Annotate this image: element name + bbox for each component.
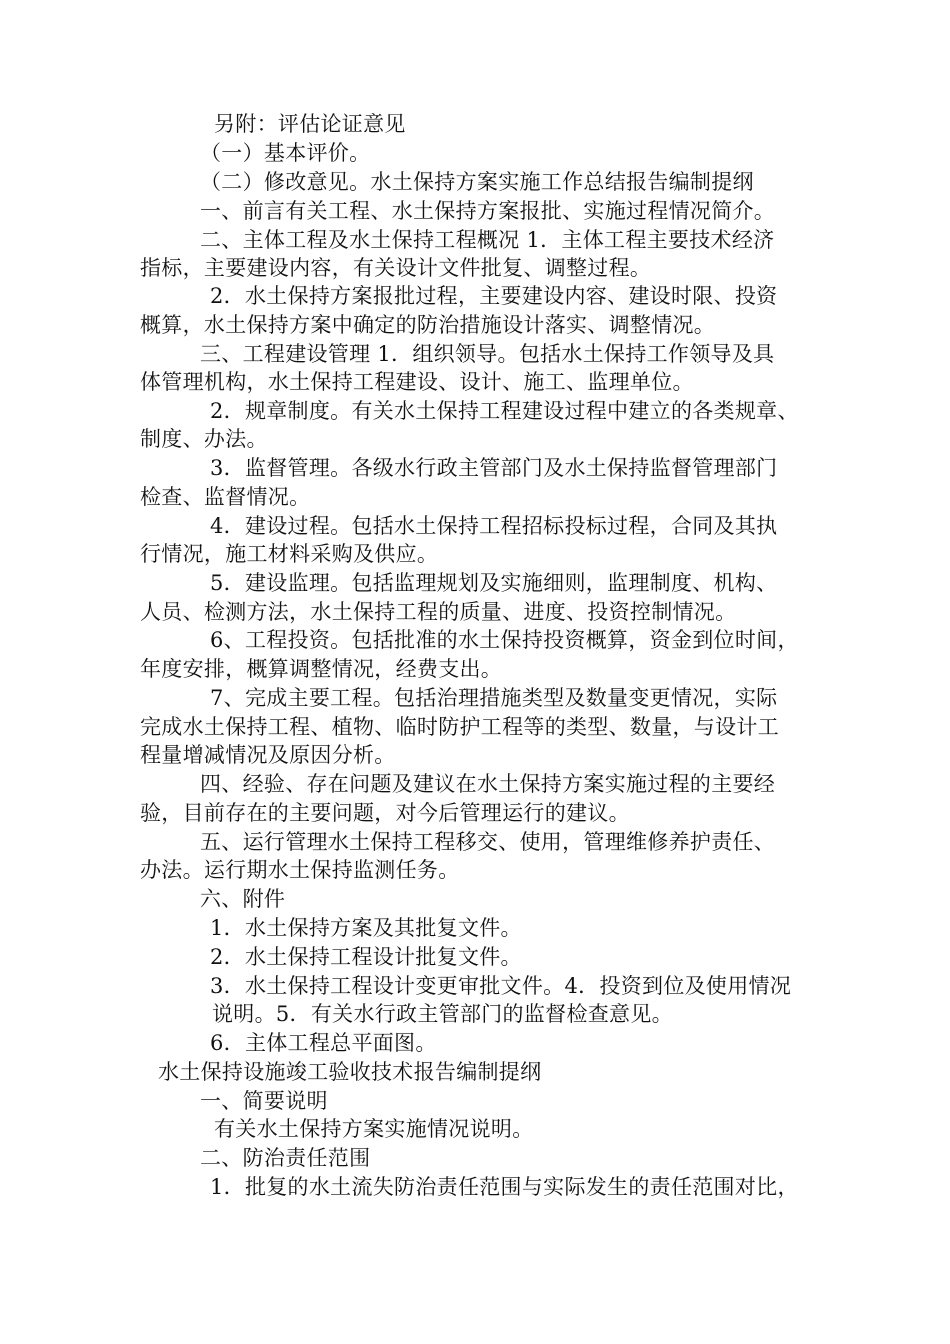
- doc-line: 6、工程投资。包括批准的水土保持投资概算，资金到位时间，: [210, 628, 799, 652]
- doc-line: 二、主体工程及水土保持工程概况 1．主体工程主要技术经济: [200, 228, 775, 252]
- doc-line: 人员、检测方法，水土保持工程的质量、进度、投资控制情况。: [140, 600, 737, 624]
- doc-line: 检查、监督情况。: [140, 485, 311, 509]
- doc-line: 1．批复的水土流失防治责任范围与实际发生的责任范围对比，: [210, 1175, 799, 1199]
- doc-line: 2．水土保持工程设计批复文件。: [210, 945, 522, 969]
- doc-line: （一）基本评价。: [200, 141, 371, 165]
- doc-line: 行情况，施工材料采购及供应。: [140, 542, 439, 566]
- doc-line: 3．监督管理。各级水行政主管部门及水土保持监督管理部门: [210, 456, 778, 480]
- doc-line: 二、防治责任范围: [200, 1146, 371, 1170]
- doc-line: 程量增减情况及原因分析。: [140, 743, 396, 767]
- doc-line: 验，目前存在的主要问题，对今后管理运行的建议。: [140, 801, 630, 825]
- doc-line: 完成水土保持工程、植物、临时防护工程等的类型、数量，与设计工: [140, 715, 779, 739]
- doc-line: 另附：评估论证意见: [214, 112, 406, 136]
- doc-line: 4．建设过程。包括水土保持工程招标投标过程，合同及其执: [210, 514, 778, 538]
- doc-line: 说明。5．有关水行政主管部门的监督检查意见。: [212, 1002, 673, 1026]
- doc-line: 6．主体工程总平面图。: [210, 1031, 437, 1055]
- doc-line: 三、工程建设管理 1．组织领导。包括水土保持工作领导及具: [200, 342, 775, 366]
- doc-line: 一、简要说明: [200, 1089, 328, 1113]
- doc-line: 有关水土保持方案实施情况说明。: [214, 1117, 534, 1141]
- doc-heading: 水土保持设施竣工验收技术报告编制提纲: [158, 1060, 542, 1084]
- doc-line: 五、运行管理水土保持工程移交、使用，管理维修养护责任、: [200, 830, 776, 854]
- doc-line: 四、经验、存在问题及建议在水土保持方案实施过程的主要经: [200, 772, 776, 796]
- doc-line: 5．建设监理。包括监理规划及实施细则，监理制度、机构、: [210, 571, 778, 595]
- doc-line: 办法。运行期水土保持监测任务。: [140, 858, 460, 882]
- doc-line: 年度安排，概算调整情况，经费支出。: [140, 657, 503, 681]
- doc-line: 制度、办法。: [140, 427, 268, 451]
- doc-line: 指标，主要建设内容，有关设计文件批复、调整过程。: [140, 256, 652, 280]
- doc-line: 3．水土保持工程设计变更审批文件。4．投资到位及使用情况: [210, 974, 792, 998]
- doc-line: 六、附件: [200, 887, 286, 911]
- doc-line: 2．规章制度。有关水土保持工程建设过程中建立的各类规章、: [210, 399, 799, 423]
- doc-line: 1．水土保持方案及其批复文件。: [210, 916, 522, 940]
- doc-line: 7、完成主要工程。包括治理措施类型及数量变更情况，实际: [210, 686, 778, 710]
- doc-line: 体管理机构，水土保持工程建设、设计、施工、监理单位。: [140, 370, 694, 394]
- doc-line: 一、前言有关工程、水土保持方案报批、实施过程情况简介。: [200, 199, 776, 223]
- doc-line: （二）修改意见。水土保持方案实施工作总结报告编制提纲: [200, 170, 754, 194]
- doc-line: 2．水土保持方案报批过程，主要建设内容、建设时限、投资: [210, 284, 778, 308]
- doc-line: 概算，水土保持方案中确定的防治措施设计落实、调整情况。: [140, 313, 716, 337]
